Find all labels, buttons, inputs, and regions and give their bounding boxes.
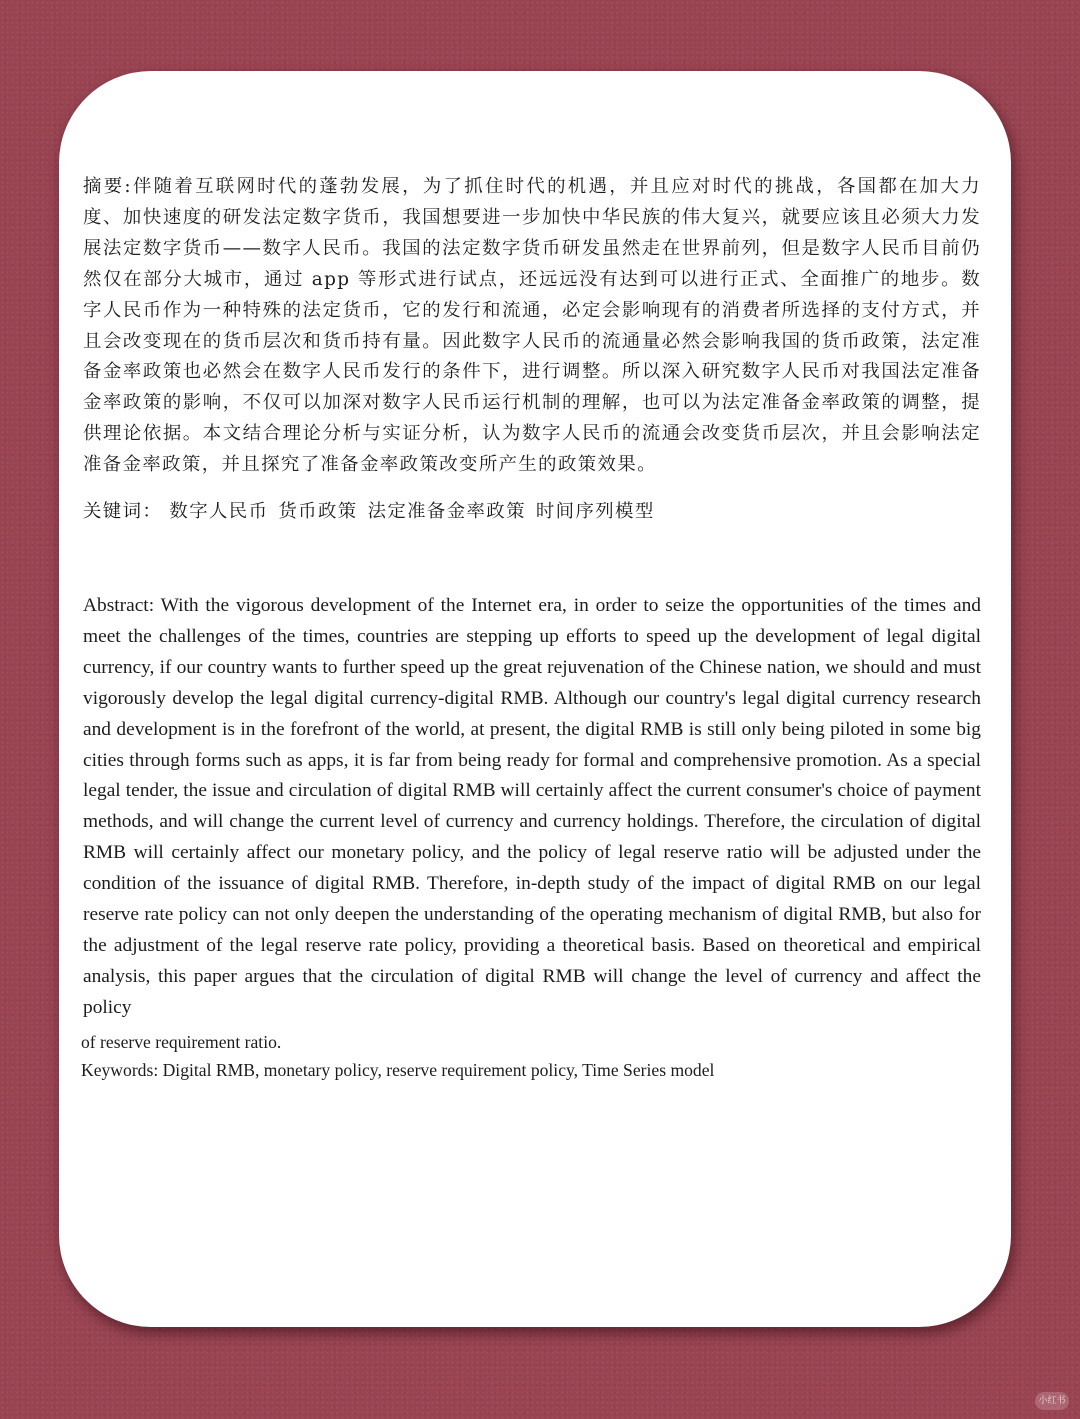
chinese-keyword: 法定准备金率政策 [367,501,526,522]
chinese-abstract-label: 摘要 [83,176,125,197]
chinese-keyword: 货币政策 [278,501,358,522]
chinese-abstract-text: 伴随着互联网时代的蓬勃发展，为了抓住时代的机遇，并且应对时代的挑战，各国都在加大力度、加快速度的研发法定数字货币，我国想要进一步加快中华民族的伟大复兴，就要应该且必须大力发展法定数字货币——数字人民币。我国的法定数字货币研发虽然走在世界前列，但是数字人民币目前仍然仅在部分大城市，通过 app 等形式进行试点，还远远没有达到可以进行正式、全面推广的地步。数字人民币作为一种特殊的法定货币，它的发行和流通，必定会影响现有的消费者所选择的支付方式，并且会改变现在的货币层次和货币持有量。因此数字人民币的流通量必然会影响我国的货币政策，法定准备金率政策也必然会在数字人民币发行的条件下，进行调整。所以深入研究数字人民币对我国法定准备金率政策的影响，不仅可以加深对数字人民币运行机制的理解，也可以为法定准备金率政策的调整，提供理论依据。本文结合理论分析与实证分析，认为数字人民币的流通会改变货币层次，并且会影响法定准备金率政策，并且探究了准备金率政策改变所产生的政策效果。 [83,176,981,476]
watermark-logo: 小红书 [1035,1392,1069,1410]
english-keywords: Keywords: Digital RMB, monetary policy, reserve requirement policy, Time Series model [81,1060,715,1080]
chinese-keywords [83,497,981,527]
chinese-keywords-label: 关键词： [83,501,163,522]
document-card [59,71,1011,1327]
english-abstract: Abstract: With the vigorous development of the Internet era, in order to seize the opportunities of the times and meet the challenges of the times, countries are stepping up efforts to speed up the development of legal digital currency, if our country wants to further speed up the great rejuvenation of the Chinese nation, we should and must vigorously develop the legal digital currency-digital RMB. Although our country's legal digital currency research and development is in the forefront of the world, at present, the digital RMB is still only being piloted in some big cities through forms such as apps, it is far from being ready for formal and comprehensive promotion. As a special legal tender, the issue and circulation of digital RMB will certainly affect the current consumer's choice of payment methods, and will change the current level of currency and currency holdings. Therefore, the circulation of digital RMB will certainly affect our monetary policy, and the policy of legal reserve ratio will be adjusted under the condition of the issuance of digital RMB. Therefore, in-depth study of the impact of digital RMB on our legal reserve rate policy can not only deepen the understanding of the operating mechanism of digital RMB, but also for the adjustment of the legal reserve rate policy, providing a theoretical basis. Based on theoretical and empirical analysis, this paper argues that the circulation of digital RMB will change the level of currency and affect the policy [83,595,981,1018]
chinese-abstract-separator: : [124,176,133,197]
chinese-abstract [83,172,981,481]
chinese-keyword: 时间序列模型 [535,501,655,522]
chinese-keyword: 数字人民币 [169,501,269,522]
english-abstract-tail: of reserve requirement ratio. [81,1032,282,1052]
